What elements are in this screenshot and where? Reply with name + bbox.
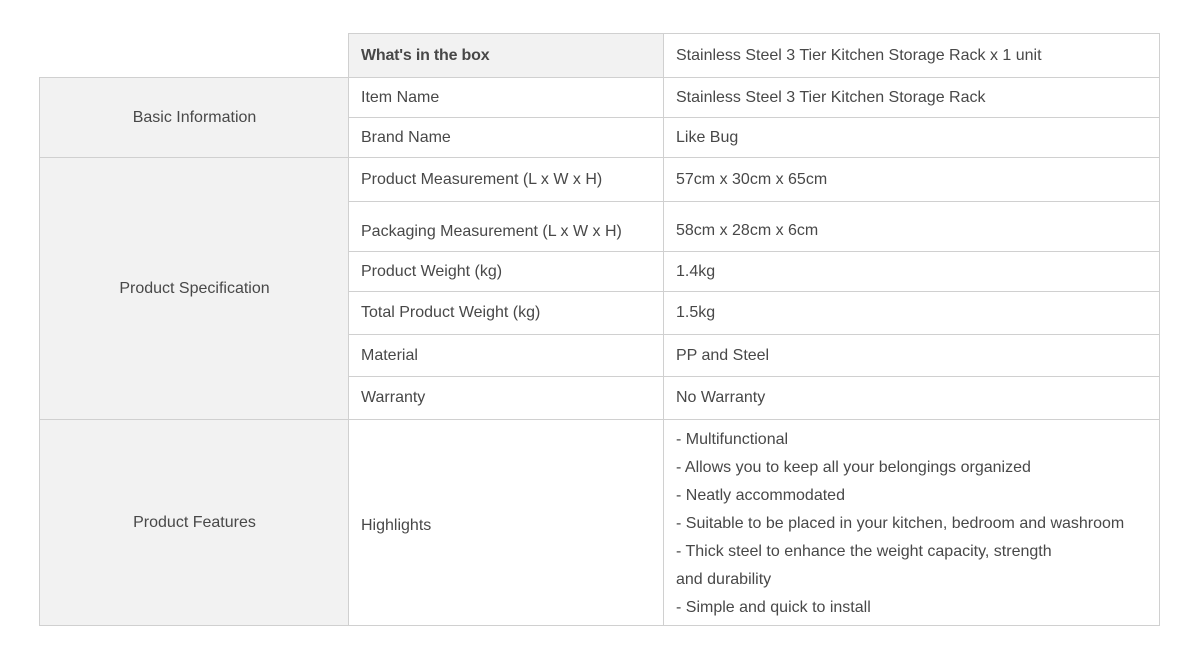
table-row	[40, 78, 1160, 118]
highlight-item: - Neatly accommodated	[676, 487, 845, 504]
highlights-label: Highlights	[349, 420, 664, 626]
total-product-weight-value: 1.5kg	[664, 292, 1160, 335]
product-spec-table	[39, 33, 1160, 626]
section-product-features: Product Features	[40, 420, 349, 626]
table-row	[40, 158, 1160, 202]
table-row	[40, 34, 1160, 78]
warranty-value: No Warranty	[664, 377, 1160, 420]
whats-in-box-label: What's in the box	[349, 34, 664, 78]
highlight-item: - Allows you to keep all your belongings organized	[676, 459, 1031, 476]
product-measurement-value: 57cm x 30cm x 65cm	[664, 158, 1160, 202]
section-basic-information: Basic Information	[40, 78, 349, 158]
packaging-measurement-value: 58cm x 28cm x 6cm	[664, 202, 1160, 252]
item-name-value: Stainless Steel 3 Tier Kitchen Storage Rack	[664, 78, 1160, 118]
highlight-item: and durability	[676, 571, 772, 588]
packaging-measurement-label: Packaging Measurement (L x W x H)	[349, 202, 664, 252]
highlight-item: - Thick steel to enhance the weight capacity, strength	[676, 543, 1052, 560]
brand-name-label: Brand Name	[349, 118, 664, 158]
highlights-list	[664, 420, 1160, 626]
product-weight-label: Product Weight (kg)	[349, 252, 664, 292]
material-label: Material	[349, 335, 664, 377]
warranty-label: Warranty	[349, 377, 664, 420]
empty-corner-cell	[40, 34, 349, 78]
highlight-item: - Simple and quick to install	[676, 599, 871, 616]
highlight-item: - Suitable to be placed in your kitchen, bedroom and washroom	[676, 515, 1125, 532]
brand-name-value: Like Bug	[664, 118, 1160, 158]
product-measurement-label: Product Measurement (L x W x H)	[349, 158, 664, 202]
product-weight-value: 1.4kg	[664, 252, 1160, 292]
whats-in-box-value: Stainless Steel 3 Tier Kitchen Storage Rack x 1 unit	[664, 34, 1160, 78]
material-value: PP and Steel	[664, 335, 1160, 377]
section-product-specification: Product Specification	[40, 158, 349, 420]
total-product-weight-label: Total Product Weight (kg)	[349, 292, 664, 335]
item-name-label: Item Name	[349, 78, 664, 118]
highlight-item: - Multifunctional	[676, 431, 789, 448]
table-row	[40, 420, 1160, 626]
